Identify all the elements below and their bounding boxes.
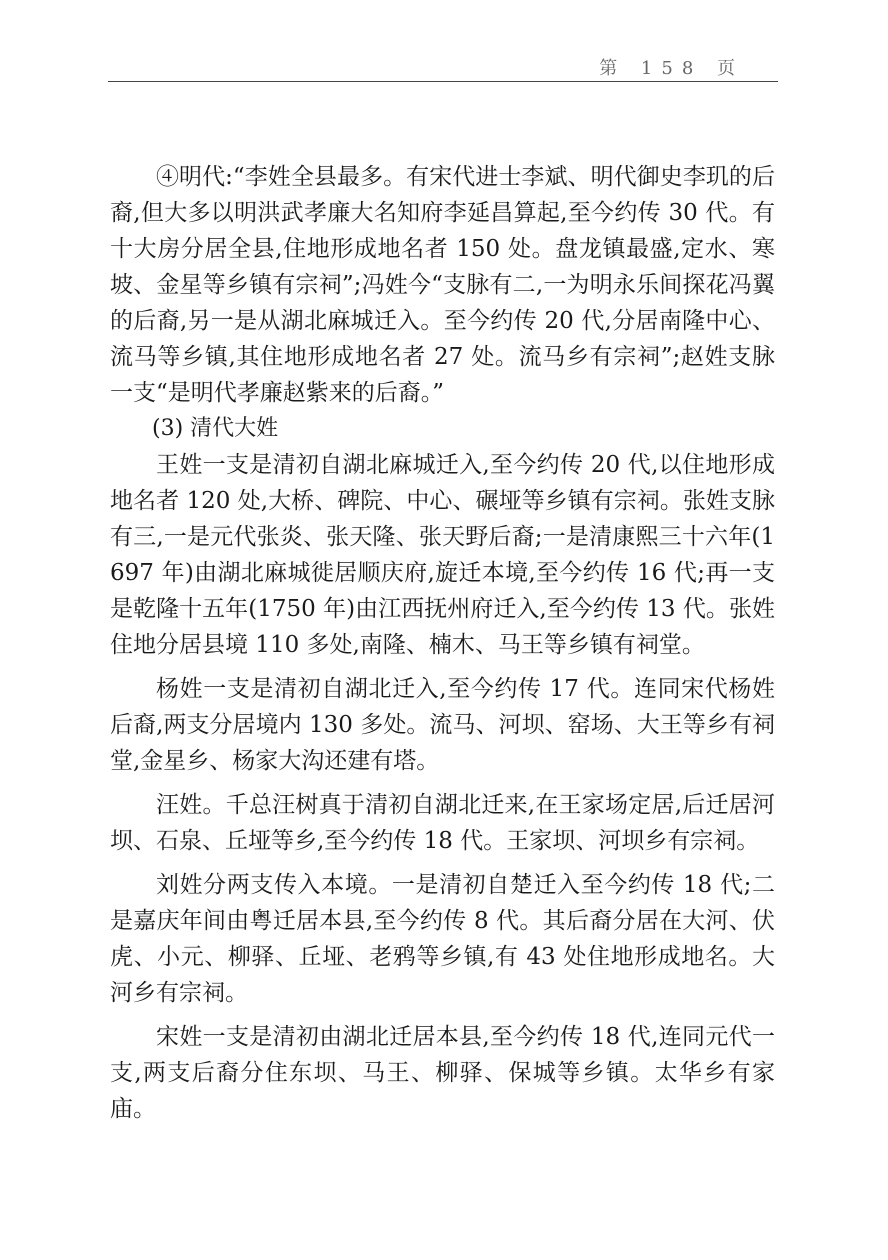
page-number: 第 158 页 [599,58,744,79]
paragraph-liu-surname: 刘姓分两支传入本境。一是清初自楚迁入至今约传 18 代;二是嘉庆年间由粤迁居本县,至今约传 8 代。其后裔分居在大河、伏虎、小元、柳驿、丘垭、老鸦等乡镇,有 43 处住地形成地名。大河乡有宗祠。 [110,872,775,1006]
page-header [108,52,778,82]
paragraph-wang-surname: 汪姓。千总汪树真于清初自湖北迁来,在王家场定居,后迁居河坝、石泉、丘垭等乡,至今约传 18 代。王家坝、河坝乡有宗祠。 [110,792,775,854]
paragraph-wang-zhang-surnames: 王姓一支是清初自湖北麻城迁入,至今约传 20 代,以住地形成地名者 120 处,大桥、碑院、中心、碾垭等乡镇有宗祠。张姓支脉有三,一是元代张炎、张天隆、张天野后裔;一是清康熙三十六年(1697 年)由湖北麻城徙居顺庆府,旋迁本境,至今约传 16 代;再一支是乾隆十五年(1750 年)由江西抚州府迁入,至今约传 13 代。张姓住地分居县境 110 多处,南隆、楠木、马王等乡镇有祠堂。 [110,452,775,658]
document-body [110,159,775,1127]
paragraph-song-surname: 宋姓一支是清初由湖北迁居本县,至今约传 18 代,连同元代一支,两支后裔分住东坝、马王、柳驿、保城等乡镇。太华乡有家庙。 [110,1024,775,1122]
header-divider [108,81,778,82]
paragraph-yang-surname: 杨姓一支是清初自湖北迁入,至今约传 17 代。连同宋代杨姓后裔,两支分居境内 130 多处。流马、河坝、窑场、大王等乡有祠堂,金星乡、杨家大沟还建有塔。 [110,676,775,774]
paragraph-ming-dynasty-surnames: ④明代:“李姓全县最多。有宋代进士李斌、明代御史李玑的后裔,但大多以明洪武孝廉大名知府李延昌算起,至今约传 30 代。有十大房分居全县,住地形成地名者 150 处。盘龙镇最盛,定水、寒坡、金星等乡镇有宗祠”;冯姓今“支脉有二,一为明永乐间探花冯翼的后裔,另一是从湖北麻城迁入。至今约传 20 代,分居南隆中心、流马等乡镇,其住地形成地名者 27 处。流马乡有宗祠”;赵姓支脉一支“是明代孝廉赵紫来的后裔。” [110,164,775,406]
section-heading-qing-dynasty: (3) 清代大姓 [152,416,279,441]
